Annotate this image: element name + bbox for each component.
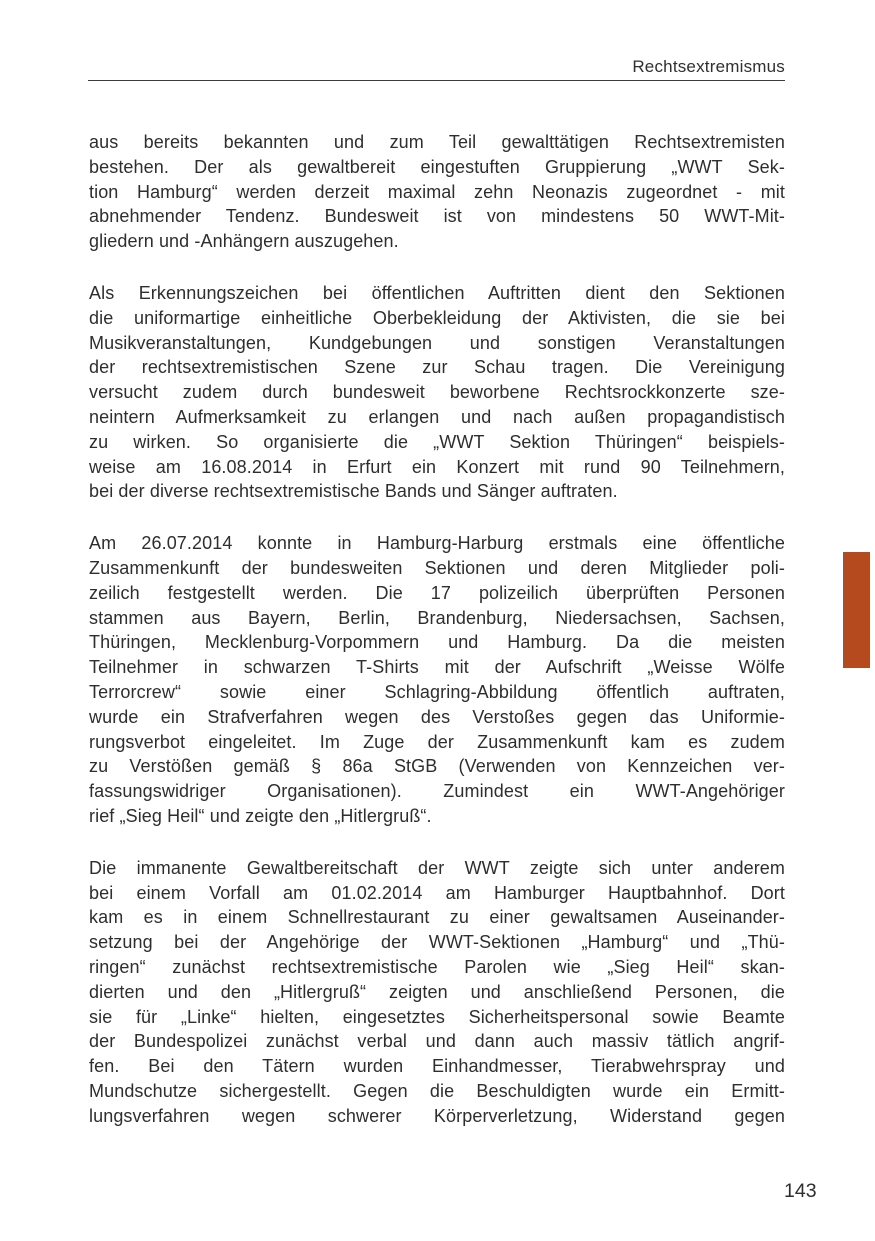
text-line: Zusammenkunft der bundesweiten Sektionen und deren Mitglieder poli- [89, 557, 785, 578]
text-line: sie für „Linke“ hielten, eingesetztes Sicherheitspersonal sowie Beamte [89, 1006, 785, 1027]
paragraph [89, 281, 785, 504]
text-line: fassungswidriger Organisationen). Zumindest ein WWT-Angehöriger [89, 781, 785, 802]
text-line: abnehmender Tendenz. Bundesweit ist von mindestens 50 WWT-Mit- [89, 206, 785, 227]
page-number: 143 [784, 1180, 817, 1202]
text-line: zeilich festgestellt werden. Die 17 polizeilich überprüften Personen [89, 582, 785, 603]
text-line: lungsverfahren wegen schwerer Körperverletzung, Widerstand gegen [89, 1105, 785, 1126]
text-line: zu Verstößen gemäß § 86a StGB (Verwenden von Kennzeichen ver- [89, 756, 785, 777]
text-line: gliedern und -Anhängern auszugehen. [89, 231, 399, 252]
text-line: Als Erkennungszeichen bei öffentlichen Auftritten dient den Sektionen [89, 282, 785, 303]
text-line: kam es in einem Schnellrestaurant zu einer gewaltsamen Auseinander- [89, 907, 785, 928]
text-line: ringen“ zunächst rechtsextremistische Parolen wie „Sieg Heil“ skan- [89, 956, 785, 977]
paragraph [89, 531, 785, 829]
text-line: stammen aus Bayern, Berlin, Brandenburg, Niedersachsen, Sachsen, [89, 607, 785, 628]
text-line: der Bundespolizei zunächst verbal und dann auch massiv tätlich angrif- [89, 1031, 785, 1052]
text-line: die uniformartige einheitliche Oberbekleidung der Aktivisten, die sie bei [89, 307, 785, 328]
text-line: Terrorcrew“ sowie einer Schlagring-Abbildung öffentlich auftraten, [89, 681, 785, 702]
text-line: der rechtsextremistischen Szene zur Schau tragen. Die Vereinigung [89, 357, 785, 378]
text-line: versucht zudem durch bundesweit beworbene Rechtsrockkonzerte sze- [89, 382, 785, 403]
paragraph [89, 130, 785, 254]
header-rule [88, 80, 785, 81]
running-header: Rechtsextremismus [632, 57, 785, 76]
text-line: Mundschutze sichergestellt. Gegen die Beschuldigten wurde ein Ermitt- [89, 1080, 785, 1101]
text-line: Am 26.07.2014 konnte in Hamburg-Harburg erstmals eine öffentliche [89, 533, 785, 554]
text-line: zu wirken. So organisierte die „WWT Sektion Thüringen“ beispiels- [89, 431, 785, 452]
text-line: Teilnehmer in schwarzen T-Shirts mit der Aufschrift „Weisse Wölfe [89, 657, 785, 678]
text-line: rief „Sieg Heil“ und zeigte den „Hitlergruß“. [89, 805, 432, 826]
text-line: neintern Aufmerksamkeit zu erlangen und nach außen propagandistisch [89, 406, 785, 427]
text-line: bestehen. Der als gewaltbereit eingestuften Gruppierung „WWT Sek- [89, 156, 785, 177]
text-line: bei der diverse rechtsextremistische Bands und Sänger auftraten. [89, 481, 618, 502]
text-line: aus bereits bekannten und zum Teil gewalttätigen Rechtsextremisten [89, 132, 785, 152]
text-line: tion Hamburg“ werden derzeit maximal zehn Neonazis zugeordnet - mit [89, 181, 785, 202]
text-line: dierten und den „Hitlergruß“ zeigten und anschließend Personen, die [89, 981, 785, 1002]
text-line: Die immanente Gewaltbereitschaft der WWT zeigte sich unter anderem [89, 857, 785, 878]
text-line: bei einem Vorfall am 01.02.2014 am Hamburger Hauptbahnhof. Dort [89, 882, 785, 903]
text-line: fen. Bei den Tätern wurden Einhandmesser, Tierabwehrspray und [89, 1056, 785, 1077]
paragraph [89, 856, 785, 1129]
chapter-tab-marker [843, 552, 870, 668]
text-line: Musikveranstaltungen, Kundgebungen und sonstigen Veranstaltungen [89, 332, 785, 353]
body-text [89, 130, 785, 1128]
text-line: wurde ein Strafverfahren wegen des Verstoßes gegen das Uniformie- [89, 706, 785, 727]
text-line: Thüringen, Mecklenburg-Vorpommern und Hamburg. Da die meisten [89, 632, 785, 653]
text-line: rungsverbot eingeleitet. Im Zuge der Zusammenkunft kam es zudem [89, 731, 785, 752]
text-line: weise am 16.08.2014 in Erfurt ein Konzert mit rund 90 Teilnehmern, [89, 456, 785, 477]
text-line: setzung bei der Angehörige der WWT-Sektionen „Hamburg“ und „Thü- [89, 932, 785, 953]
